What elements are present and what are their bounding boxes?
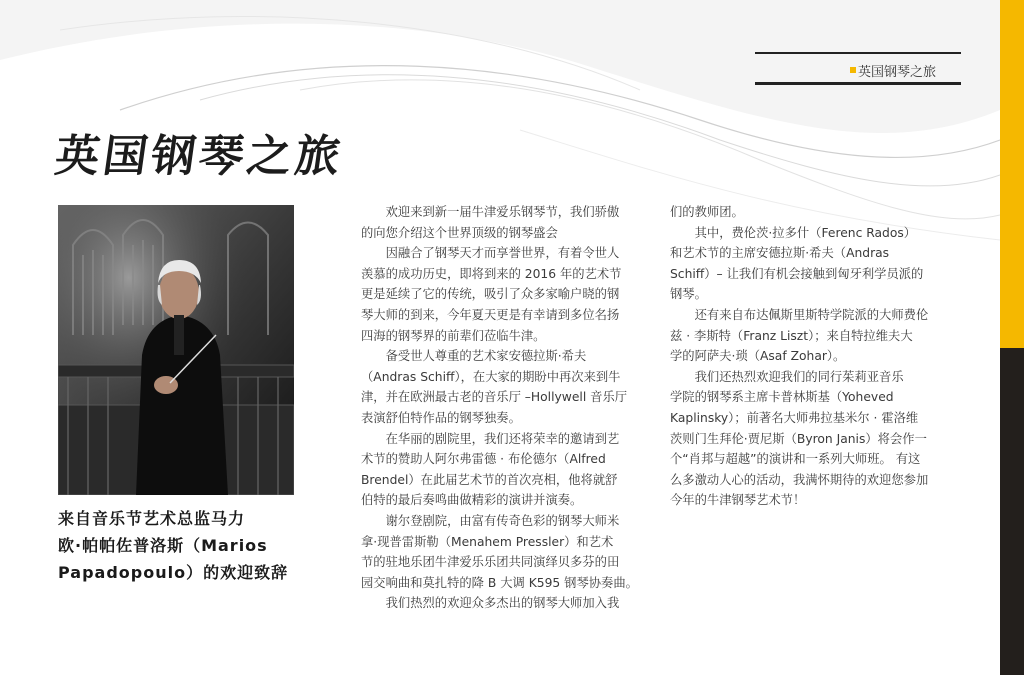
paragraph-line: 琴大师的到来，今年夏天更是有幸请到多位名扬	[361, 307, 620, 322]
paragraph-line: 兹 · 李斯特（Franz Liszt）；来自特拉维夫大	[670, 328, 913, 343]
paragraph-line: 和艺术节的主席安德拉斯·希夫（Andras	[670, 246, 890, 261]
body-column-2	[670, 202, 962, 511]
paragraph-line: 欢迎来到新一届牛津爱乐钢琴节，我们骄傲	[361, 205, 620, 219]
paragraph-line: 备受世人尊重的艺术家安德拉斯·希夫	[361, 349, 587, 364]
paragraph-line: 羡慕的成功历史，即将到来的 2016 年的艺术节	[361, 266, 622, 281]
paragraph-line: 个“肖邦与超越”的演讲和一系列大师班。 有这	[670, 452, 921, 467]
paragraph-line: 我们还热烈欢迎我们的同行茱莉亚音乐	[670, 369, 904, 384]
photo-caption	[58, 505, 298, 586]
side-strip-yellow	[1000, 0, 1024, 348]
side-strip-dark	[1000, 348, 1024, 675]
paragraph-line: 学院的钢琴系主席卡普林斯基（Yoheved	[670, 390, 894, 405]
caption-line: 欧·帕帕佐普洛斯（Marios	[58, 536, 268, 555]
paragraph-line: 谢尔登剧院，由富有传奇色彩的钢琴大师米	[361, 513, 620, 528]
caption-line: Papadopoulo）的欢迎致辞	[58, 563, 289, 582]
section-header-tag	[755, 52, 961, 85]
caption-line: 来自音乐节艺术总监马力	[58, 509, 246, 528]
side-color-strip	[1000, 0, 1024, 675]
paragraph-line: 津，并在欧洲最古老的音乐厅 –Hollywell 音乐厅	[361, 390, 628, 405]
paragraph-line: 表演舒伯特作品的钢琴独奏。	[361, 410, 521, 425]
paragraph-line: 因融合了钢琴天才而享誉世界，有着令世人	[361, 246, 620, 261]
paragraph-line: 们的教师团。	[670, 205, 744, 219]
paragraph-line: 学的阿萨夫·琐（Asaf Zohar）。	[670, 349, 846, 364]
paragraph-line: 钢琴。	[670, 287, 707, 302]
paragraph-line: 其中，费伦茨·拉多什（Ferenc Rados）	[670, 225, 917, 240]
paragraph-line: 还有来自布达佩斯里斯特学院派的大师费伦	[670, 307, 929, 322]
paragraph-line: 的向您介绍这个世界顶级的钢琴盛会	[361, 225, 558, 240]
paragraph-line: 术节的赞助人阿尔弗雷德 · 布伦德尔（Alfred	[361, 452, 606, 467]
paragraph-line: 伯特的最后奏鸣曲做精彩的演讲并演奏。	[361, 493, 583, 508]
conductor-photo	[58, 205, 294, 495]
paragraph-line: Brendel）在此届艺术节的首次亮相，他将就舒	[361, 472, 618, 487]
section-label: 英国钢琴之旅	[858, 65, 937, 80]
paragraph-line: 我们热烈的欢迎众多杰出的钢琴大师加入我	[361, 596, 620, 611]
paragraph-line: 在华丽的剧院里，我们还将荣幸的邀请到艺	[361, 431, 620, 446]
page-title: 英国钢琴之旅	[51, 131, 347, 182]
paragraph-line: 园交响曲和莫扎特的降 B 大调 K595 钢琴协奏曲。	[361, 575, 638, 590]
paragraph-line: 更是延续了它的传统，吸引了众多家喻户晓的钢	[361, 287, 620, 302]
paragraph-line: （Andras Schiff），在大家的期盼中再次来到牛	[361, 369, 621, 384]
paragraph-line: 今年的牛津钢琴艺术节！	[670, 493, 806, 508]
paragraph-line: 节的驻地乐团牛津爱乐乐团共同演绎贝多芬的田	[361, 555, 620, 570]
paragraph-line: Kaplinsky）；前著名大师弗拉基米尔 · 霍洛维	[670, 410, 919, 425]
yellow-bullet-icon	[850, 67, 856, 73]
paragraph-line: 茨则门生拜伦·贾尼斯（Byron Janis）将会作一	[670, 431, 927, 446]
paragraph-line: 拿·现普雷斯勒（Menahem Pressler）和艺术	[361, 534, 614, 549]
paragraph-line: 四海的钢琴界的前辈们莅临牛津。	[361, 328, 546, 343]
paragraph-line: 么多激动人心的活动，我满怀期待的欢迎您参加	[670, 472, 929, 487]
body-column-1	[361, 202, 655, 614]
paragraph-line: Schiff）– 让我们有机会接触到匈牙利学员派的	[670, 266, 924, 281]
